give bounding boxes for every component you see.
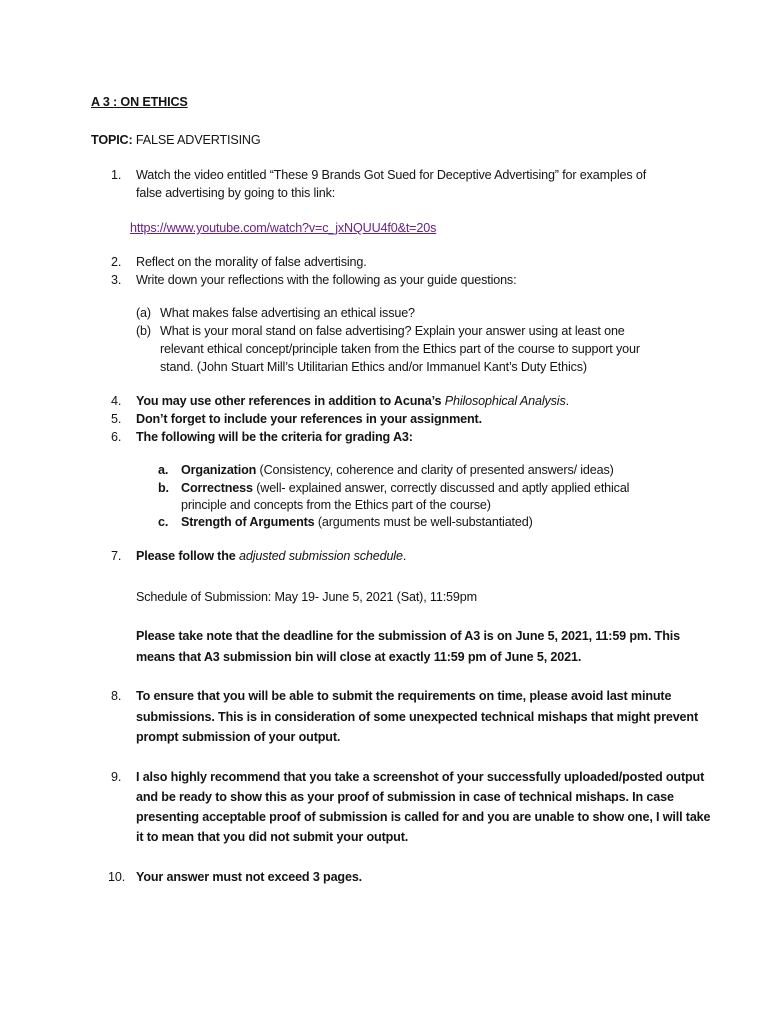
item-6-text: The following will be the criteria for grading A3: xyxy=(136,430,413,444)
item-8-line2: submissions. This is in consideration of some unexpected technical mishaps that might prevent xyxy=(136,710,698,724)
item-10-number: 10. xyxy=(108,870,126,884)
question-b-line3: stand. (John Stuart Mill’s Utilitarian Ethics and/or Immanuel Kant’s Duty Ethics) xyxy=(160,360,587,374)
criterion-b-label: b. xyxy=(158,481,169,495)
item-4-number: 4. xyxy=(111,394,122,408)
criterion-a-title: Organization xyxy=(181,463,257,477)
item-9-text-a: I also highly recommend that you take a xyxy=(136,770,373,784)
criterion-c-label: c. xyxy=(158,515,169,529)
item-9-number: 9. xyxy=(111,770,122,784)
question-b-line2: relevant ethical concept/principle taken from the Ethics part of the course to support your xyxy=(160,342,640,356)
item-5-number: 5. xyxy=(111,412,122,426)
criterion-a-desc: (Consistency, coherence and clarity of presented answers/ ideas) xyxy=(256,463,614,477)
item-9-line1 xyxy=(136,768,704,786)
deadline-note-date: June 5, 2021, 11:59 pm xyxy=(515,629,648,643)
item-1-line1: Watch the video entitled “These 9 Brands Got Sued for Deceptive Advertising” for examples of xyxy=(136,168,647,182)
criterion-c-title: Strength of Arguments xyxy=(181,515,315,529)
item-1-line2: false advertising by going to this link: xyxy=(136,186,336,200)
item-4-text xyxy=(136,392,569,410)
deadline-note-c: is on xyxy=(480,629,516,643)
item-9-line3: presenting acceptable proof of submission is called for and you are unable to show one, I will take xyxy=(136,810,711,824)
item-7-text-a: Please follow the xyxy=(136,549,239,563)
item-1-number: 1. xyxy=(111,168,122,182)
criterion-b-desc-line1: (well- explained answer, correctly discussed and aptly applied ethical xyxy=(252,481,630,495)
assignment-title: A 3 : ON ETHICS xyxy=(91,95,188,109)
criterion-c-desc: (arguments must be well-substantiated) xyxy=(314,515,533,529)
item-9-line4: it to mean that you did not submit your output. xyxy=(136,830,409,844)
schedule-line: Schedule of Submission: May 19- June 5, 2021 (Sat), 11:59pm xyxy=(136,590,477,604)
deadline-note-line2: means that A3 submission bin will close at exactly 11:59 pm of June 5, 2021. xyxy=(136,650,582,664)
item-6-number: 6. xyxy=(111,430,122,444)
deadline-note-a3: A3 xyxy=(464,629,481,643)
criterion-c-text xyxy=(181,513,671,531)
item-7-number: 7. xyxy=(111,549,122,563)
item-4-text-b: . xyxy=(565,394,569,408)
item-4-book-title: Philosophical Analysis xyxy=(444,394,566,408)
video-link-container xyxy=(130,219,436,237)
item-8-line1: To ensure that you will be able to submit the requirements on time, please avoid last minute xyxy=(136,689,672,703)
item-2-text: Reflect on the morality of false advertising. xyxy=(136,255,367,269)
question-a-text: What makes false advertising an ethical issue? xyxy=(160,306,415,320)
criterion-a-text xyxy=(181,461,671,479)
item-3-number: 3. xyxy=(111,273,122,287)
item-7-text-b: . xyxy=(402,549,407,563)
item-8-number: 8. xyxy=(111,689,122,703)
item-3-text: Write down your reflections with the following as your guide questions: xyxy=(136,273,517,287)
criterion-b-text xyxy=(181,479,671,497)
question-a-label: (a) xyxy=(136,306,151,320)
topic-label: TOPIC: xyxy=(91,133,133,147)
topic-value: FALSE ADVERTISING xyxy=(135,133,261,147)
deadline-note-a: Please take note that the deadline for the submission of xyxy=(136,629,465,643)
item-7-text xyxy=(136,547,406,565)
question-b-label: (b) xyxy=(136,324,151,338)
video-link[interactable]: https://www.youtube.com/watch?v=c_jxNQUU4f0&t=20s xyxy=(130,221,437,235)
item-7-schedule-phrase: adjusted submission schedule xyxy=(238,549,403,563)
deadline-note-e: . This xyxy=(647,629,680,643)
criterion-b-title: Correctness xyxy=(181,481,253,495)
deadline-note-line1 xyxy=(136,627,680,645)
criterion-b-desc-line2: principle and concepts from the Ethics part of the course) xyxy=(181,498,491,512)
item-9-line2: and be ready to show this as your proof of submission in case of technical mishaps. In case xyxy=(136,790,674,804)
criterion-a-label: a. xyxy=(158,463,169,477)
item-9-screenshot-phrase: screenshot of your successfully uploaded/posted output xyxy=(372,770,705,784)
item-4-text-a: You may use other references in addition to Acuna’s xyxy=(136,394,445,408)
item-8-line3: prompt submission of your output. xyxy=(136,730,341,744)
item-2-number: 2. xyxy=(111,255,122,269)
topic-line xyxy=(91,131,261,149)
item-10-text: Your answer must not exceed 3 pages. xyxy=(136,870,363,884)
question-b-line1: What is your moral stand on false advertising? Explain your answer using at least one xyxy=(160,324,625,338)
item-5-text: Don’t forget to include your references in your assignment. xyxy=(136,412,482,426)
